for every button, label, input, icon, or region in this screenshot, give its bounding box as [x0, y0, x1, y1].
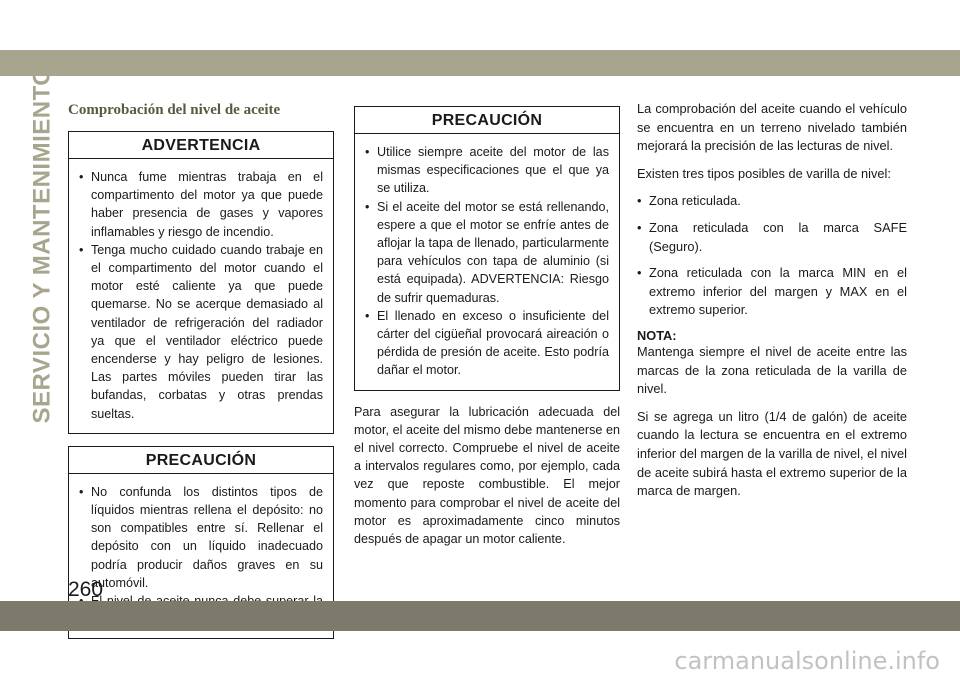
- warning-item: • Nunca fume mientras trabaja en el compartimento del motor ya que puede haber presencia de gases y vapores inflamables y riesgo de incendio.: [79, 168, 323, 241]
- caution-item: • Utilice siempre aceite del motor de las mismas especificaciones que el que ya se utiliza.: [365, 143, 609, 198]
- caution-list: [355, 134, 619, 390]
- section-side-tab: [24, 66, 60, 424]
- warning-list: [69, 159, 333, 433]
- footer-band: [0, 601, 960, 631]
- liter-paragraph: Si se agrega un litro (1/4 de galón) de aceite cuando la lectura se encuentra en el extremo inferior del margen de la varilla de nivel, el nivel de aceite subirá hasta el extremo superior de la marca de margen.: [637, 408, 907, 499]
- note-text: Mantenga siempre el nivel de aceite entre las marcas de la zona reticulada de la varilla de nivel.: [637, 343, 907, 397]
- column-middle: [354, 100, 620, 557]
- caution-box-title: PRECAUCIÓN: [69, 447, 333, 474]
- note-label: NOTA:: [637, 327, 677, 343]
- list-item: • Zona reticulada con la marca MIN en el extremo inferior del margen y MAX en el extremo superior.: [637, 264, 907, 320]
- column-left: [68, 100, 334, 651]
- caution-box: [354, 106, 620, 391]
- caution-box-title: PRECAUCIÓN: [355, 107, 619, 134]
- watermark-text: carmanualsonline.info: [674, 647, 940, 675]
- warning-item: • Tenga mucho cuidado cuando trabaje en el compartimento del motor cuando el motor esté caliente ya que puede quemarse. No se acerque demasiado al ventilador de refrigeración del radiador ya que el ventilador eléctrico puede encenderse y hay peligro de lesiones. Las partes móviles pueden tirar las bufandas, corbatas y otras prendas sueltas.: [79, 241, 323, 423]
- lubrication-paragraph: Para asegurar la lubricación adecuada del motor, el aceite del mismo debe mantenerse en el nivel correcto. Compruebe el nivel de aceite a intervalos regulares como, por ejemplo, cada vez que reposte combustible. El mejor momento para comprobar el nivel de aceite del motor es aproximadamente cinco minutos después de apagar un motor caliente.: [354, 404, 620, 547]
- caution-item: • Si el aceite del motor se está rellenando, espere a que el motor se enfríe antes de aflojar la tapa de llenado, particularmente para vehículos con tapa de aluminio (si está equipada). ADVERTENCIA: Riesgo de sufrir quemaduras.: [365, 198, 609, 307]
- caution-item: • El llenado en exceso o insuficiente del cárter del cigüeñal provocará aireación o pérdida de presión de aceite. Esto podría dañar el motor.: [365, 307, 609, 380]
- level-ground-paragraph: La comprobación del aceite cuando el vehículo se encuentra en un terreno nivelado también mejorará la precisión de las lecturas de nivel.: [637, 101, 907, 154]
- warning-box-title: ADVERTENCIA: [69, 132, 333, 159]
- warning-box: [68, 131, 334, 434]
- header-band: [0, 50, 960, 76]
- page-number: 260: [68, 578, 104, 601]
- section-title: Comprobación del nivel de aceite: [68, 102, 281, 118]
- caution-item: • No confunda los distintos tipos de líquidos mientras rellena el depósito: no son compatibles entre sí. Rellenar el depósito con un líquido inadecuado podría producir daños graves en su automóvil.: [79, 483, 323, 592]
- dipstick-types-list: [637, 192, 907, 320]
- dipstick-types-intro: Existen tres tipos posibles de varilla de nivel:: [637, 165, 891, 181]
- list-item: • Zona reticulada.: [637, 192, 907, 211]
- side-tab-label: SERVICIO Y MANTENIMIENTO: [28, 66, 56, 424]
- column-right: [637, 100, 907, 510]
- list-item: • Zona reticulada con la marca SAFE (Seguro).: [637, 219, 907, 256]
